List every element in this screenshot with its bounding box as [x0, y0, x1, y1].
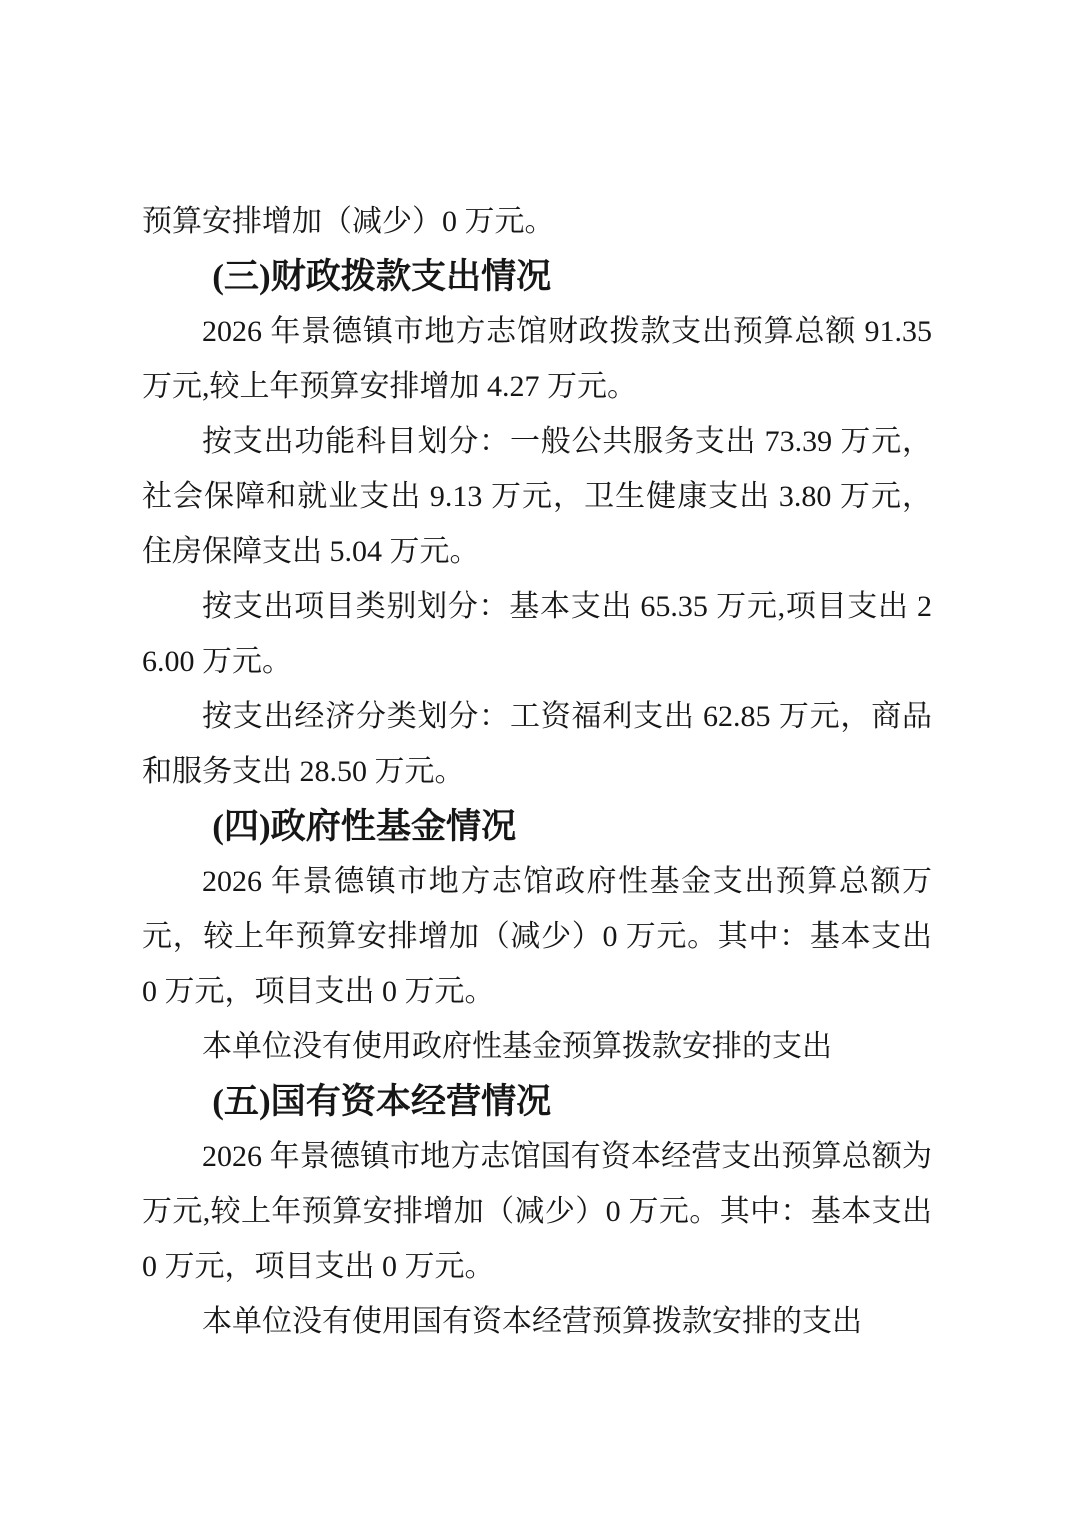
para-state-capital-budget: 2026 年景德镇市地方志馆国有资本经营支出预算总额为万元,较上年预算安排增加（减少）0 万元。其中：基本支出 0 万元，项目支出 0 万元。 [142, 1140, 932, 1283]
para-no-state-capital-note: 本单位没有使用国有资本经营预算拨款安排的支出 [202, 1305, 862, 1338]
para-prev-page-continuation: 预算安排增加（减少）0 万元。 [142, 205, 555, 238]
para-fiscal-allocation-total: 2026 年景德镇市地方志馆财政拨款支出预算总额 91.35 万元,较上年预算安排增加 4.27 万元。 [142, 315, 932, 403]
para-expenditure-by-project-category: 按支出项目类别划分：基本支出 65.35 万元,项目支出 26.00 万元。 [142, 590, 932, 678]
heading-section-4-government-fund: (四)政府性基金情况 [212, 807, 517, 846]
para-expenditure-by-function: 按支出功能科目划分：一般公共服务支出 73.39 万元，社会保障和就业支出 9.13 万元，卫生健康支出 3.80 万元，住房保障支出 5.04 万元。 [142, 425, 932, 568]
para-expenditure-by-economic-class: 按支出经济分类划分：工资福利支出 62.85 万元，商品和服务支出 28.50 万元。 [142, 700, 932, 788]
heading-section-5-state-capital-operation: (五)国有资本经营情况 [212, 1082, 552, 1121]
heading-section-3-fiscal-allocation-expenditure: (三)财政拨款支出情况 [212, 257, 552, 296]
para-no-government-fund-note: 本单位没有使用政府性基金预算拨款安排的支出 [202, 1030, 832, 1063]
para-government-fund-budget: 2026 年景德镇市地方志馆政府性基金支出预算总额万元，较上年预算安排增加（减少）0 万元。其中：基本支出 0 万元，项目支出 0 万元。 [142, 865, 932, 1008]
document-body [142, 194, 932, 1349]
